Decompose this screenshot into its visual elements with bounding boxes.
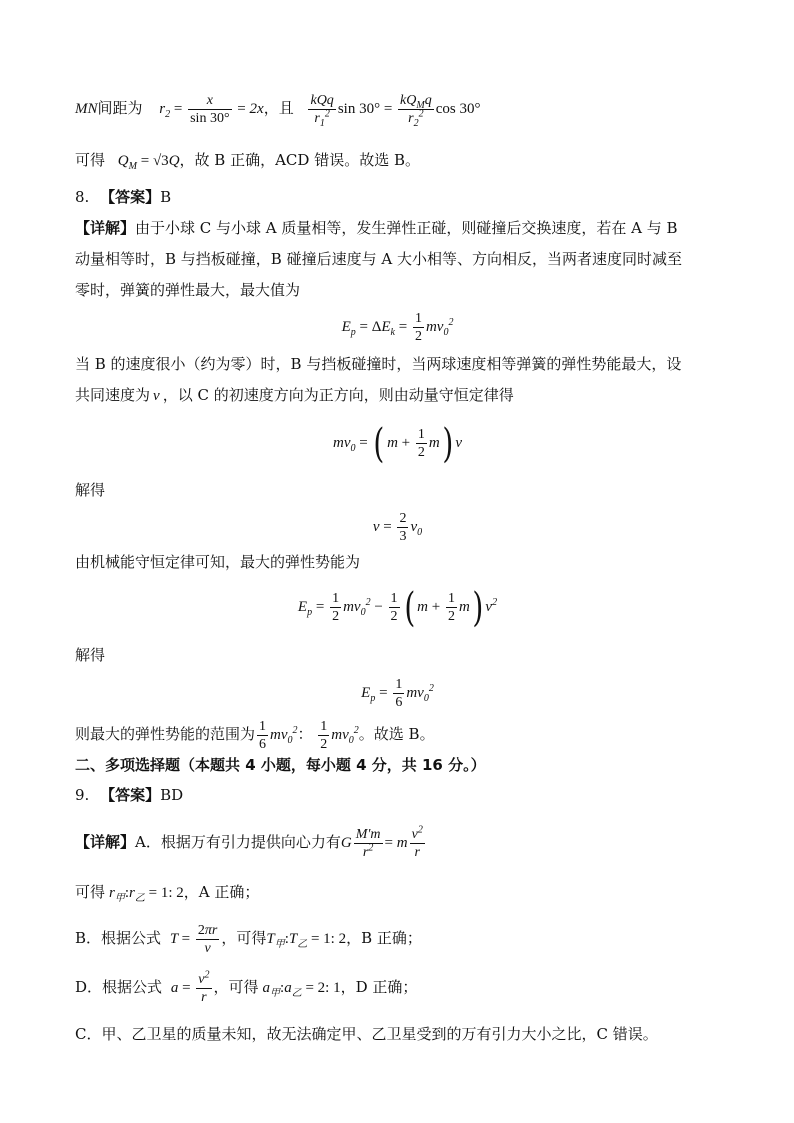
solve-line-1 <box>75 478 720 502</box>
q9-b-text: B．根据公式 <box>75 929 162 947</box>
and-text: ，且 <box>263 98 294 117</box>
energy-equation: $E_p$ = $\frac{1}{2}$ $mv_0^2$ − $\frac{1}{2}$ ( m + $\frac{1}{2}$ m) $v^2$ <box>297 584 498 631</box>
energy-conservation-line <box>75 550 720 574</box>
q8-detail-line-3 <box>75 278 720 302</box>
q9-d-line: D．根据公式 a = $\frac{v^2}{r}$ ，可得 $a_甲:a_乙 = 2$: 1，D 正确； <box>75 969 418 1006</box>
q8-detail-text-4: 当 B 的速度很小（约为零）时，B 与挡板碰撞时，当两球速度相等弹簧的弹性势能最大，设 <box>75 355 682 373</box>
r2-formula: $r_2$ = $\frac{x}{\sin 30^\circ}$ = 2x <box>159 93 264 126</box>
q8-detail-label: 【详解】 <box>75 219 136 237</box>
solve-line-2 <box>75 643 720 667</box>
energy-range-text: 则最大的弹性势能的范围为 <box>75 724 256 743</box>
q9-detail-label: 【详解】 <box>75 833 136 851</box>
q9-a-result-line: 可得 $r_甲:r_乙 = 1$: 2，A 正确； <box>75 883 260 904</box>
qm-result-line <box>75 148 720 173</box>
q9-d-obtain: ，可得 <box>213 978 259 996</box>
q9-c-text: C．甲、乙卫星的质量未知，故无法确定甲、乙卫星受到的万有引力大小之比，C 错误。 <box>75 1025 658 1043</box>
q8-detail-line-1 <box>75 216 720 240</box>
distance-equation-line <box>75 92 720 127</box>
q9-c-line <box>75 1022 720 1046</box>
momentum-equation: $mv_0$ = ( m + $\frac{1}{2}$ m) v <box>332 420 462 467</box>
q9-b-obtain: ，可得 <box>221 929 267 947</box>
q9-d-conclusion: ，D 正确； <box>340 978 418 996</box>
energy-range-line: 则最大的弹性势能的范围为 $\frac{1}{6}$ $mv_0^2$： $\frac{1}{2}$ $mv_0^2$。故选 B。 <box>75 719 435 752</box>
q8-answer-line <box>75 185 720 209</box>
q9-answer-label: 【答案】 <box>100 786 161 804</box>
energy-conservation-text: 由机械能守恒定律可知，最大的弹性势能为 <box>75 553 361 571</box>
q8-detail-text-2: 动量相等时，B 与挡板碰撞，B 碰撞后速度与 A 大小相等、方向相反，当两者速度同时减至 <box>75 250 682 268</box>
q8-detail-line-2 <box>75 247 720 271</box>
q9-a-result-text: 可得 <box>75 883 106 901</box>
q8-detail-text-3: 零时，弹簧的弹性最大，最大值为 <box>75 281 301 299</box>
solve-text-1: 解得 <box>75 481 106 499</box>
q8-conclusion: 。故选 B。 <box>358 724 435 743</box>
force-balance-formula: $\frac{\text{kQq}}{r_1^2}$ sin 30° = $\frac{kQ_Mq}{r_2^2}$ cos 30° <box>310 93 481 129</box>
q8-detail-line-4 <box>75 352 720 376</box>
q8-answer: B <box>160 188 172 206</box>
section-2-heading <box>75 753 720 777</box>
obtain-text: 可得 <box>75 151 106 169</box>
section-2-title: 二、多项选择题（本题共 4 小题，每小题 4 分，共 16 分。） <box>75 756 486 774</box>
common-velocity-equation: v = $\frac{2}{3}$ $v_0$ <box>372 511 423 544</box>
q8-detail-text-5b: ，以 C 的初速度方向为正方向，则由动量守恒定律得 <box>162 386 514 404</box>
q9-a-text: A．根据万有引力提供向心力有 <box>135 833 341 851</box>
q8-answer-label: 【答案】 <box>100 188 161 206</box>
q9-a-conclusion: ，A 正确； <box>183 883 260 901</box>
q9-detail-a-line: 【详解】A．根据万有引力提供向心力有G $\frac{M'm}{r^2}$ = m $\frac{v^2}{r}$ <box>75 824 423 861</box>
q8-detail-line-5: 共同速度为 v ，以 C 的初速度方向为正方向，则由动量守恒定律得 <box>75 386 514 404</box>
min-energy-equation: $E_p$ = $\frac{1}{6}$ $mv_0^2$ <box>361 677 434 710</box>
q9-b-line: B．根据公式 T = $\frac{2\pi r}{v}$ ，可得$T_甲:T_乙 = 1$: 2，B 正确； <box>75 923 422 957</box>
q9-d-text: D．根据公式 <box>75 978 163 996</box>
q9-number: 9. <box>75 786 90 804</box>
q9-answer: BD <box>160 786 184 804</box>
q8-number: 8. <box>75 188 90 206</box>
qm-formula: $Q_M = √3Q$ <box>117 153 180 172</box>
q8-detail-text-1: 由于小球 C 与小球 A 质量相等，发生弹性正碰，则碰撞后交换速度，若在 A 与 B <box>135 219 678 237</box>
q9-b-conclusion: ，B 正确； <box>346 929 422 947</box>
max-energy-equation: $E_p = \Delta E_k$ = $\frac{1}{2}$ $mv_0^2$ <box>341 311 454 344</box>
mn-label: MN <box>75 100 98 117</box>
q7-conclusion: ，故 B 正确，ACD 错误。故选 B。 <box>179 151 420 169</box>
distance-text: 间距为 <box>97 98 143 117</box>
solve-text-2: 解得 <box>75 646 106 664</box>
q9-answer-line <box>75 783 720 807</box>
q8-detail-text-5a: 共同速度为 <box>75 386 151 404</box>
